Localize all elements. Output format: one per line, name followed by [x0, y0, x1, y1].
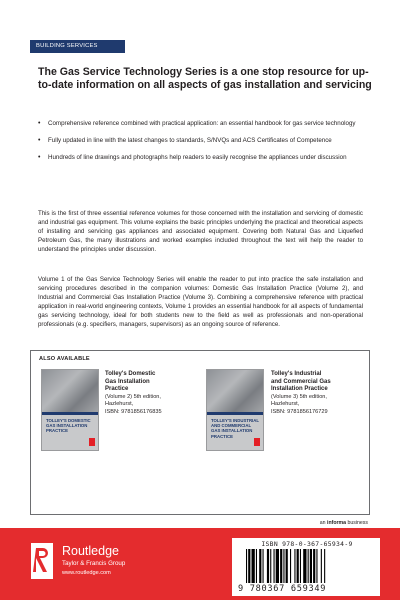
publisher-group: Taylor & Francis Group [62, 560, 126, 567]
also-available-box [30, 350, 370, 515]
book-isbn: ISBN: 9781856176729 [271, 408, 328, 415]
cover-title: TOLLEY'S DOMESTIC GAS INSTALLATION PRACTICE [46, 418, 91, 434]
description-paragraph: This is the first of three essential reference volumes for those concerned with the installation and servicing of domestic and industrial gas equipment. This volume explains the basic principles underlying the practical and theoretical aspects of installing and servicing gas appliances and associated equipment. Covering both Natural Gas and Liquefied Petroleum Gas, the many illustrations and worked examples included throughout the text will help the reader to understand the principles under discussion. [38, 210, 363, 253]
barcode-bar [252, 549, 255, 583]
cover-stripe [207, 412, 263, 415]
barcode [246, 549, 368, 583]
book-edition: (Volume 2) 5th edition, [105, 393, 161, 400]
barcode-panel [232, 538, 380, 596]
book-cover-volume-2 [41, 369, 99, 451]
also-available-label: ALSO AVAILABLE [39, 356, 90, 362]
barcode-bar [303, 549, 306, 583]
cover-title: TOLLEY'S INDUSTRIAL AND COMMERCIAL GAS INSTALLATION PRACTICE [211, 418, 259, 439]
barcode-bar [267, 549, 269, 583]
cover-stripe [42, 412, 98, 415]
informa-business-tag [320, 520, 368, 526]
cover-photo [207, 370, 263, 412]
headline: The Gas Service Technology Series is a one stop resource for up-to-date information on all aspects of gas installation and servicing [38, 66, 372, 92]
barcode-bar [286, 549, 288, 583]
barcode-bar [321, 549, 322, 583]
feature-item [38, 154, 363, 163]
book-title-line: Gas Installation [105, 378, 150, 385]
book-title-line: Practice [105, 386, 129, 393]
book-title-line: and Commercial Gas [271, 378, 331, 385]
feature-item [38, 120, 363, 129]
barcode-bar [256, 549, 257, 583]
publisher-logo-icon [89, 438, 95, 446]
cover-photo [42, 370, 98, 412]
barcode-bar [270, 549, 271, 583]
feature-text: Hundreds of line drawings and photographs help readers to easily recognise the appliances under discussion [48, 153, 347, 161]
barcode-bar [297, 549, 299, 583]
feature-text: Fully updated in line with the latest changes to standards, S/NVQs and ACS Certificates of Competence [48, 136, 332, 144]
book-isbn: ISBN: 9781856176835 [105, 408, 162, 415]
publisher-url: www.routledge.com [62, 570, 111, 576]
routledge-logo-icon [31, 543, 53, 579]
barcode-bar [310, 549, 312, 583]
barcode-bar [259, 549, 261, 583]
book-title-line: Tolley's Domestic [105, 371, 156, 377]
barcode-bar [246, 549, 247, 583]
barcode-bar [248, 549, 250, 583]
book-title-line: Tolley's Industrial [271, 371, 322, 377]
barcode-bar [274, 549, 275, 583]
bullet-icon: • [38, 120, 41, 127]
publisher-name: Routledge [62, 544, 119, 558]
barcode-bar [280, 549, 282, 583]
barcode-digits: 9 780367 659349 [238, 584, 327, 594]
publisher-band [0, 528, 400, 600]
category-label: BUILDING SERVICES [30, 40, 125, 53]
bullet-icon: • [38, 136, 41, 144]
barcode-bar [290, 549, 291, 583]
bullet-icon: • [38, 153, 41, 161]
book-info-volume-2 [105, 371, 195, 417]
barcode-bar [308, 549, 309, 583]
book-cover-volume-3 [206, 369, 264, 451]
barcode-bar [263, 549, 264, 583]
book-title-line: Installation Practice [271, 386, 328, 393]
barcode-bar [294, 549, 295, 583]
description-paragraph: Volume 1 of the Gas Service Technology Series will enable the reader to put into practice the safe installation and servicing procedures described in the companion volumes: Domestic Gas Installation Practice (Volume 2), and Industrial and Commercial Gas Installation Practice (Volume 3). Combining a comprehensive reference with practical application in real-world engineering contexts, Volume 1 provides an essential handbook for all aspects of fundamental gas servicing technology, ideal for both students new to the field as well as professionals and non-operational professionals (e.g. specifiers, managers, supervisors) as an ongoing source of reference. [38, 276, 363, 328]
feature-item [38, 137, 363, 146]
feature-list [38, 120, 363, 170]
informa-prefix: an [319, 520, 326, 526]
barcode-bar [324, 549, 325, 583]
barcode-bar [313, 549, 315, 583]
book-edition: (Volume 3) 5th edition, [271, 393, 327, 400]
barcode-bar [316, 549, 317, 583]
barcode-bar [283, 549, 284, 583]
book-author: Hazlehurst, [271, 401, 300, 408]
barcode-bar [276, 549, 279, 583]
publisher-logo-icon [254, 438, 260, 446]
feature-text: Comprehensive reference combined with practical application: an essential handbook for gas service technology [48, 120, 356, 127]
informa-brand: informa [327, 520, 347, 526]
barcode-bar [300, 549, 301, 583]
isbn-text: ISBN 978-0-367-65934-9 [261, 540, 353, 548]
book-author: Hazlehurst, [105, 401, 134, 408]
book-info-volume-3 [271, 371, 361, 417]
informa-suffix: business [347, 520, 368, 526]
